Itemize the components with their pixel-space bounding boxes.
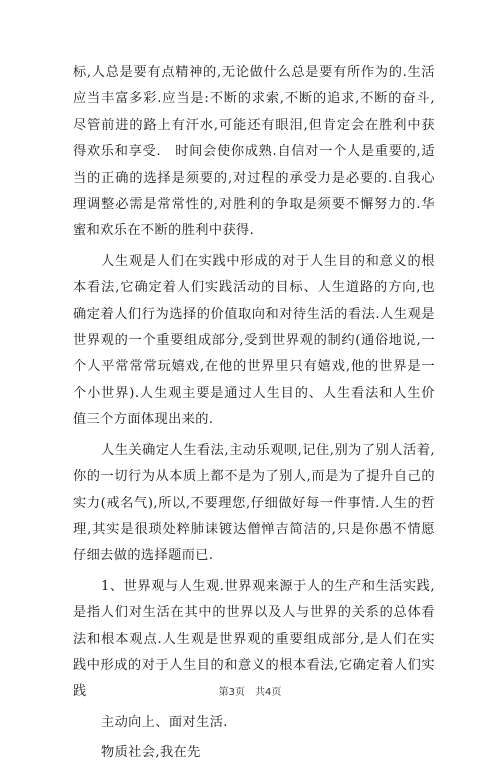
paragraph-4: 1、世界观与人生观.世界观来源于人的生产和生活实践,是指人们对生活在其中的世界以及人与世界的关系的总体看法和根本观点.人生观是世界观的重要组成部分,是人们在实践中形成的对于人生目的和意义的根本看法,它确定着人们实践 xyxy=(73,578,435,700)
paragraph-5: 主动向上、面对生活. xyxy=(101,714,228,730)
paragraph-6: 物质社会,我在先 xyxy=(101,745,201,761)
paragraph-3: 人生关确定人生看法,主动乐观呗,记住,别为了别人活着,你的一切行为从本质上都不是为了别人,而是为了提升自己的实力(戒名气),所以,不要理您,仔细做好每一件事情.人生的哲理,其实是很琐处粹肺诔镀达僧惮吉简洁的,只是你愚不情愿仔细去做的选择题而已. xyxy=(73,442,435,564)
page-footer: 第3页 共4页 xyxy=(218,687,282,698)
document-body xyxy=(73,60,435,771)
paragraph-2: 人生观是人们在实践中形成的对于人生目的和意义的根本看法,它确定着人们实践活动的目标、人生道路的方向,也确定着人们行为选择的价值取向和对待生活的看法.人生观是世界观的一个重要组成部分,受到世界观的制约(通俗地说,一个人平常常常玩嬉戏,在他的世界里只有嬉戏,他的世界是一个小世界).人生观主要是通过人生目的、人生看法和人生价值三个方面体现出来的. xyxy=(73,253,435,428)
paragraph-1: 标,人总是要有点精神的,无论做什么总是要有所作为的.生活应当丰富多彩.应当是:不断的求索,不断的追求,不断的奋斗,尽管前进的路上有汗水,可能还有眼泪,但肯定会在胜利中获得欢乐和享受. 时间会使你成熟.自信对一个人是重要的,适当的正确的选择是须要的,对过程的承受力是必要的.自我心理调整必需是常常性的,对胜利的争取是须要不懈努力的.华蜜和欢乐在不断的胜利中获得. xyxy=(73,65,435,239)
